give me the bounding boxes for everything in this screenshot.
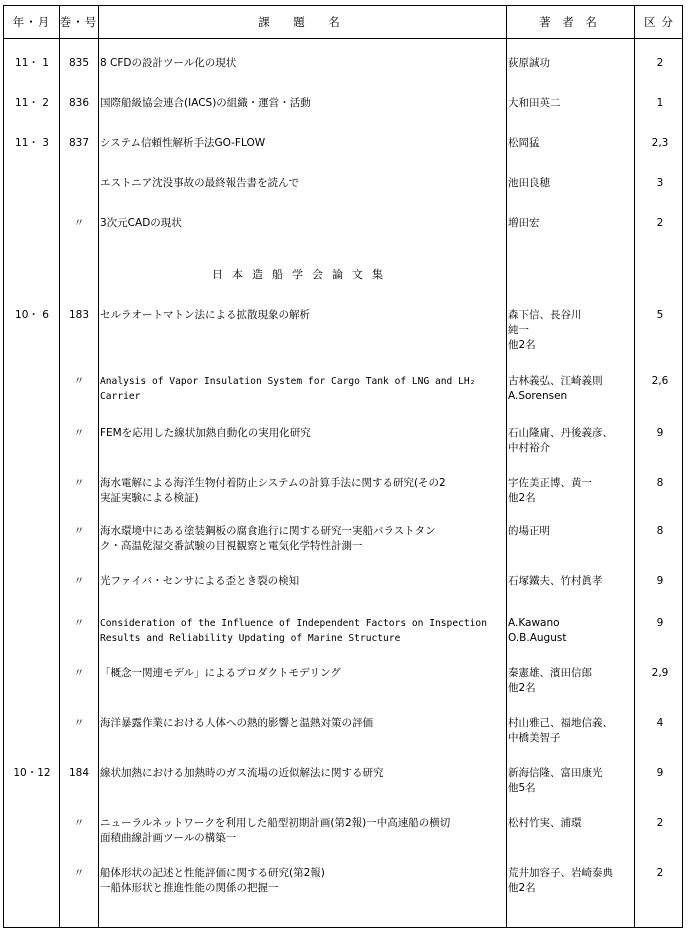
row-class: 2 bbox=[656, 217, 664, 229]
row-author bbox=[508, 374, 634, 404]
row-class: 9 bbox=[656, 617, 664, 629]
author-line: 荻原誠功 bbox=[508, 57, 550, 69]
title-line: Analysis of Vapor Insulation System for Cargo Tank of LNG and LH₂ bbox=[100, 376, 476, 387]
row-class: 3 bbox=[656, 177, 664, 189]
author-line: 増田宏 bbox=[508, 217, 540, 229]
row-class: 9 bbox=[656, 427, 664, 439]
table-header bbox=[4, 6, 682, 38]
row-date: 11・ 2 bbox=[15, 97, 49, 109]
row-issue: 〃 bbox=[73, 427, 85, 439]
row-title bbox=[100, 476, 504, 506]
author-line: 秦憲雄、濱田信郎 bbox=[508, 667, 592, 679]
author-line: A.Kawano bbox=[508, 617, 560, 629]
row-author bbox=[508, 866, 634, 896]
row-class: 2 bbox=[656, 57, 664, 69]
row-author bbox=[508, 524, 634, 539]
row-date: 11・ 1 bbox=[15, 57, 49, 69]
author-line: O.B.August bbox=[508, 632, 567, 644]
author-line: 他2名 bbox=[508, 339, 536, 351]
header-title: 課 題 名 bbox=[258, 15, 346, 29]
row-class: 9 bbox=[656, 767, 664, 779]
table-frame bbox=[3, 5, 683, 928]
row-issue: 〃 bbox=[73, 817, 85, 829]
title-line: エストニア沈没事故の最終報告書を読んで bbox=[100, 177, 300, 189]
title-line: Carrier bbox=[100, 391, 141, 402]
title-line: 面積曲線計画ツールの構築一 bbox=[100, 832, 237, 844]
author-line: 純一 bbox=[508, 324, 529, 336]
title-line: FEMを応用した線状加熱自動化の実用化研究 bbox=[100, 427, 311, 439]
row-date: 10・ 6 bbox=[15, 309, 49, 321]
row-author bbox=[508, 136, 634, 151]
row-issue: 〃 bbox=[73, 217, 85, 229]
row-title bbox=[100, 816, 504, 846]
row-class: 8 bbox=[656, 477, 664, 489]
row-title bbox=[100, 308, 504, 323]
title-line: 8 CFDの設計ツール化の現状 bbox=[100, 57, 237, 69]
title-line: 光ファイバ・センサによる歪とき裂の検知 bbox=[100, 575, 300, 587]
title-line: 国際船級協会連合(IACS)の組織・運営・活動 bbox=[100, 97, 311, 109]
row-class: 2,6 bbox=[651, 375, 669, 387]
row-author bbox=[508, 574, 634, 589]
author-line: 中橋美智子 bbox=[508, 732, 561, 744]
row-title bbox=[100, 426, 504, 441]
row-author bbox=[508, 426, 634, 456]
title-line: 海洋暴露作業における人体への熱的影響と温熱対策の評価 bbox=[100, 717, 373, 729]
row-class: 8 bbox=[656, 525, 664, 537]
row-class: 1 bbox=[656, 97, 664, 109]
row-author bbox=[508, 716, 634, 746]
row-issue: 835 bbox=[68, 57, 90, 69]
row-issue: 〃 bbox=[73, 375, 85, 387]
title-line: Consideration of the Influence of Independent Factors on Inspection bbox=[100, 618, 487, 629]
row-title bbox=[100, 136, 504, 151]
author-line: A.Sorensen bbox=[508, 390, 568, 402]
row-title bbox=[100, 176, 504, 191]
header-author: 著 者 名 bbox=[539, 15, 601, 29]
row-author bbox=[508, 96, 634, 111]
row-class: 2,9 bbox=[651, 667, 669, 679]
row-title bbox=[100, 96, 504, 111]
column-divider bbox=[506, 6, 507, 927]
author-line: 池田良穂 bbox=[508, 177, 550, 189]
title-line: 「概念一関連モデル」によるプロダクトモデリング bbox=[100, 667, 341, 679]
title-line: 線状加熱における加熱時のガス流場の近似解法に関する研究 bbox=[100, 767, 384, 779]
row-author bbox=[508, 216, 634, 231]
title-line: セルラオートマトン法による拡散現象の解析 bbox=[100, 309, 310, 321]
row-author bbox=[508, 766, 634, 796]
row-issue: 〃 bbox=[73, 867, 85, 879]
row-issue: 836 bbox=[68, 97, 90, 109]
row-author bbox=[508, 476, 634, 506]
row-title bbox=[100, 216, 504, 231]
author-line: 他2名 bbox=[508, 492, 536, 504]
author-line: 村山雅己、福地信義、 bbox=[508, 717, 613, 729]
row-class: 5 bbox=[656, 309, 664, 321]
row-title bbox=[100, 666, 504, 681]
author-line: 他5名 bbox=[508, 782, 536, 794]
column-divider bbox=[634, 6, 635, 927]
title-line: システム信頼性解析手法GO-FLOW bbox=[100, 137, 266, 149]
header-date: 年・月 bbox=[12, 15, 51, 29]
row-title bbox=[100, 574, 504, 589]
row-class: 9 bbox=[656, 575, 664, 587]
row-issue: 〃 bbox=[73, 525, 85, 537]
row-title bbox=[100, 866, 504, 896]
row-class: 2 bbox=[656, 867, 664, 879]
row-title bbox=[100, 616, 504, 646]
author-line: 大和田英二 bbox=[508, 97, 561, 109]
author-line: 石山隆庸、丹後義彦、 bbox=[508, 427, 613, 439]
author-line: 的場正明 bbox=[508, 525, 550, 537]
title-line: 一船体形状と推進性能の関係の把握一 bbox=[100, 882, 279, 894]
row-author bbox=[508, 616, 634, 646]
title-line: ク・高温乾湿交番試験の目視観察と電気化学特性計測一 bbox=[100, 540, 363, 552]
row-date: 11・ 3 bbox=[15, 137, 49, 149]
author-line: 石塚鐵夫、竹村眞孝 bbox=[508, 575, 603, 587]
row-author bbox=[508, 308, 634, 353]
row-issue: 183 bbox=[68, 309, 90, 321]
author-line: 松岡猛 bbox=[508, 137, 540, 149]
author-line: 中村裕介 bbox=[508, 442, 550, 454]
title-line: 海水電解による海洋生物付着防止システムの計算手法に関する研究(その2 bbox=[100, 477, 446, 489]
row-title bbox=[100, 524, 504, 554]
header-class: 区 分 bbox=[644, 15, 674, 29]
row-class: 2 bbox=[656, 817, 664, 829]
title-line: 船体形状の記述と性能評価に関する研究(第2報) bbox=[100, 867, 325, 879]
author-line: 宇佐美正博、黄一 bbox=[508, 477, 592, 489]
row-class: 2,3 bbox=[651, 137, 669, 149]
author-line: 他2名 bbox=[508, 882, 536, 894]
header-divider bbox=[4, 38, 682, 39]
row-issue: 837 bbox=[68, 137, 90, 149]
title-line: 3次元CADの現状 bbox=[100, 217, 182, 229]
author-line: 他2名 bbox=[508, 682, 536, 694]
row-issue: 〃 bbox=[73, 575, 85, 587]
row-author bbox=[508, 176, 634, 191]
title-line: Results and Reliability Updating of Marine Structure bbox=[100, 633, 401, 644]
row-issue: 〃 bbox=[73, 667, 85, 679]
title-line: 海水環境中にある塗装鋼板の腐食進行に関する研究一実船バラストタン bbox=[100, 525, 436, 537]
row-issue: 〃 bbox=[73, 477, 85, 489]
row-title bbox=[100, 766, 504, 781]
section-title: 日本造船学会論文集 bbox=[212, 268, 392, 281]
row-author bbox=[508, 816, 634, 831]
row-author bbox=[508, 666, 634, 696]
row-issue: 〃 bbox=[73, 717, 85, 729]
author-line: 古林義弘、江崎義則 bbox=[508, 375, 603, 387]
title-line: ニューラルネットワークを利用した船型初期計画(第2報)一中高速船の横切 bbox=[100, 817, 451, 829]
header-issue: 巻・号 bbox=[59, 15, 98, 29]
author-line: 松村竹実、浦環 bbox=[508, 817, 582, 829]
author-line: 荒井加容子、岩崎泰典 bbox=[508, 867, 613, 879]
row-issue: 〃 bbox=[73, 617, 85, 629]
row-author bbox=[508, 56, 634, 71]
title-line: 実証実験による検証) bbox=[100, 492, 199, 504]
row-date: 10・12 bbox=[13, 767, 51, 779]
row-title bbox=[100, 374, 504, 404]
row-issue: 184 bbox=[68, 767, 90, 779]
author-line: 森下信、長谷川 bbox=[508, 309, 582, 321]
row-class: 4 bbox=[656, 717, 664, 729]
row-title bbox=[100, 56, 504, 71]
row-title bbox=[100, 716, 504, 731]
column-divider bbox=[98, 6, 99, 927]
author-line: 新海信隆、富田康光 bbox=[508, 767, 603, 779]
